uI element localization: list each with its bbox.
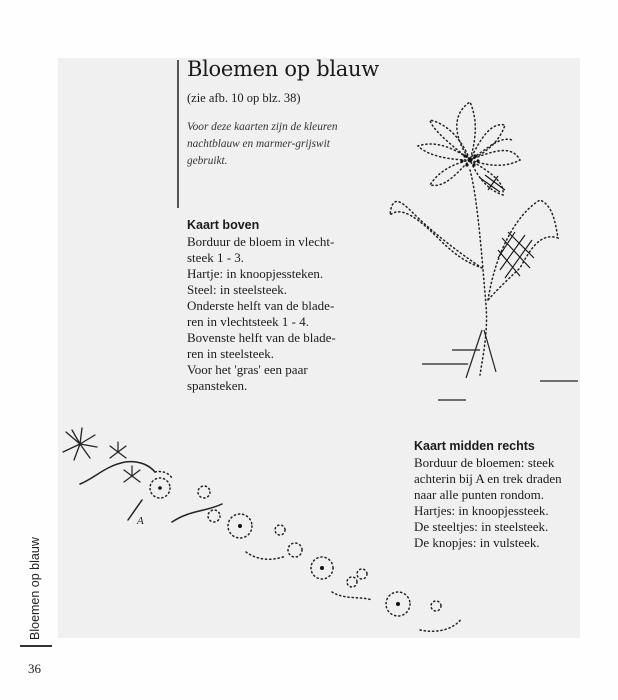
border-pattern-diagonal — [63, 428, 462, 631]
kaart-midden-heading: Kaart midden rechts — [414, 439, 535, 453]
kaart-boven-heading: Kaart boven — [187, 218, 260, 232]
page-number: 36 — [28, 661, 41, 676]
intro-line: gebruikt. — [187, 155, 228, 167]
sidebar-title: Bloemen op blauw — [28, 537, 42, 640]
instruction-line: Steel: in steelsteek. — [187, 282, 288, 297]
border-knots — [158, 486, 400, 606]
instruction-line: Borduur de bloem in vlecht- — [187, 234, 335, 249]
grass-lines — [422, 330, 578, 400]
pattern-label-a: A — [137, 515, 144, 527]
instruction-line: steek 1 - 3. — [187, 250, 245, 265]
intro-line: Voor deze kaarten zijn de kleuren — [187, 121, 338, 133]
instruction-line: Bovenste helft van de blade- — [187, 330, 336, 345]
instruction-line: Voor het 'gras' een paar — [187, 362, 308, 377]
instruction-line: Onderste helft van de blade- — [187, 298, 335, 313]
flower-pattern-top — [390, 102, 558, 375]
instruction-line: ren in steelsteek. — [187, 346, 274, 361]
sidebar-title-box — [26, 452, 42, 640]
leaf-hatching — [480, 175, 534, 278]
instruction-line: naar alle punten rondom. — [414, 487, 544, 502]
instruction-line: spansteken. — [187, 378, 248, 393]
instruction-line: De steeltjes: in steelsteek. — [414, 519, 549, 534]
page-title: Bloemen op blauw — [187, 57, 379, 81]
instruction-line: De knopjes: in vulsteek. — [414, 535, 540, 550]
instruction-line: Hartje: in knoopjessteken. — [187, 266, 324, 281]
figure-reference: (zie afb. 10 op blz. 38) — [187, 91, 301, 105]
instruction-line: achterin bij A en trek draden — [414, 471, 562, 486]
instruction-line: ren in vlechtsteek 1 - 4. — [187, 314, 310, 329]
sidebar-rule — [20, 645, 52, 647]
intro-line: nachtblauw en marmer-grijswit — [187, 138, 330, 150]
instruction-line: Hartjes: in knoopjessteek. — [414, 503, 549, 518]
instruction-line: Borduur de bloemen: steek — [414, 455, 555, 470]
